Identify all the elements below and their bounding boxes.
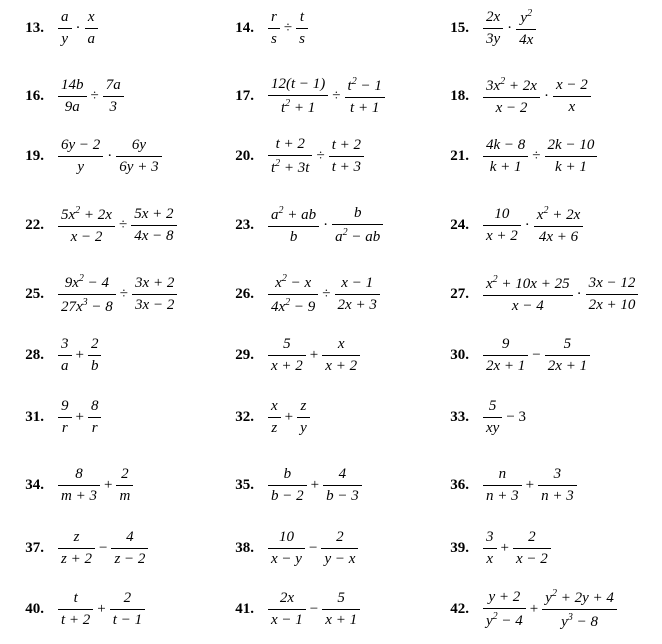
problem-number: 15. [450, 19, 469, 36]
denominator: z [271, 419, 278, 436]
numerator: 5 [563, 335, 572, 352]
numerator: t [299, 8, 305, 25]
fraction [268, 399, 281, 436]
denominator: $t^2 + 3t$ [271, 157, 310, 176]
problem-number: 20. [235, 147, 254, 164]
numerator: 10 [494, 205, 510, 222]
problem-number: 33. [450, 408, 469, 425]
numerator: 4 [338, 465, 347, 482]
operator: + [525, 476, 535, 493]
denominator: s [299, 30, 305, 47]
numerator: x [271, 397, 278, 414]
numerator: 2 [336, 528, 344, 545]
denominator: 4x + 6 [538, 228, 579, 245]
fraction [483, 138, 528, 175]
denominator: 3 [109, 98, 117, 115]
numerator: 12(t − 1) [271, 75, 326, 92]
numerator: 5 [337, 589, 345, 606]
fraction [586, 276, 639, 313]
fraction [58, 467, 100, 504]
fraction [116, 467, 133, 504]
problem-number: 27. [450, 285, 469, 302]
expression [56, 78, 126, 115]
fraction [268, 591, 306, 628]
problem-number: 41. [235, 600, 254, 617]
fraction [58, 337, 72, 374]
problem-number: 37. [25, 539, 44, 556]
denominator: $4x^2 - 9$ [271, 296, 316, 315]
expression [481, 206, 585, 245]
denominator: y [61, 30, 69, 47]
fraction [297, 399, 310, 436]
expression [481, 77, 593, 116]
denominator: $y^2 - 4$ [486, 610, 523, 629]
numerator: 3 [486, 528, 494, 545]
problem-number: 42. [450, 600, 469, 617]
numerator: 3 [553, 465, 562, 482]
numerator: y + 2 [488, 588, 521, 605]
problem-15 [425, 9, 538, 47]
fraction [58, 399, 72, 436]
denominator: x + 1 [325, 611, 358, 628]
fraction [483, 77, 540, 116]
problem-38 [210, 529, 360, 567]
numerator: b [283, 465, 292, 482]
expression [56, 206, 179, 245]
numerator: 4 [126, 528, 134, 545]
denominator: xy [486, 419, 500, 436]
problem-number: 25. [25, 285, 44, 302]
denominator: t + 2 [61, 611, 91, 628]
problem-26 [210, 272, 382, 315]
denominator: x + 2 [486, 227, 518, 244]
problem-32 [210, 398, 312, 436]
fraction [553, 78, 591, 115]
operator: + [310, 476, 320, 493]
fraction [483, 399, 502, 436]
operator: ÷ [322, 285, 331, 302]
denominator: x − 2 [70, 228, 103, 245]
fraction [58, 138, 103, 175]
numerator: x [337, 335, 345, 352]
denominator: x − 4 [511, 297, 544, 314]
fraction [296, 10, 308, 47]
problem-31 [0, 398, 103, 436]
expression [266, 77, 387, 116]
operator: − 3 [506, 408, 527, 425]
numerator: 7a [105, 76, 121, 93]
problem-24 [425, 206, 585, 244]
operator: · [323, 216, 329, 233]
denominator: y [300, 419, 307, 436]
denominator: 2x + 1 [547, 357, 588, 374]
operator: · [543, 87, 549, 104]
operator: ÷ [119, 285, 129, 302]
numerator: 3x − 12 [588, 274, 636, 291]
expression [56, 591, 147, 628]
fraction [88, 337, 102, 374]
expression [56, 399, 103, 436]
denominator: n + 3 [541, 487, 574, 504]
fraction [58, 274, 116, 315]
fraction [321, 530, 358, 567]
denominator: 9a [64, 98, 80, 115]
operator: − [308, 539, 318, 556]
fraction [268, 337, 306, 374]
operator: − [309, 600, 319, 617]
fraction [545, 337, 590, 374]
denominator: x + 2 [271, 357, 303, 374]
problem-28 [0, 336, 103, 374]
numerator: 9 [501, 335, 510, 352]
denominator: b [90, 357, 99, 374]
problem-16 [0, 77, 126, 115]
numerator: $a^2$ + ab [271, 204, 317, 223]
problem-number: 40. [25, 600, 44, 617]
denominator: t + 3 [331, 158, 361, 175]
numerator: x − 1 [341, 274, 374, 291]
expression [56, 530, 150, 567]
denominator: k + 1 [555, 158, 587, 175]
fraction [58, 10, 72, 47]
problem-number: 34. [25, 476, 44, 493]
fraction [513, 530, 551, 567]
denominator: 4x [519, 31, 534, 48]
denominator: t + 1 [350, 99, 380, 116]
problem-19 [0, 137, 164, 175]
problem-number: 31. [25, 408, 44, 425]
operator: ÷ [118, 216, 128, 233]
fraction [335, 276, 380, 313]
fraction [131, 207, 176, 244]
fraction [483, 275, 573, 314]
denominator: 2x + 1 [486, 357, 526, 374]
problem-number: 23. [235, 216, 254, 233]
expression [266, 206, 385, 245]
problem-22 [0, 206, 179, 244]
problem-36 [425, 466, 579, 504]
denominator: 6y + 3 [119, 158, 159, 175]
fraction [483, 467, 522, 504]
fraction [268, 137, 312, 176]
numerator: 5 [283, 335, 291, 352]
numerator: 2 [528, 528, 536, 545]
expression [481, 337, 592, 374]
expression [481, 138, 599, 175]
denominator: $y^3 - 8$ [561, 611, 598, 630]
operator: ÷ [316, 147, 325, 164]
fraction [483, 207, 521, 244]
fraction [268, 77, 328, 116]
numerator: 8 [75, 465, 83, 482]
fraction [268, 10, 280, 47]
expression [481, 9, 538, 48]
denominator: x [486, 550, 494, 567]
denominator: b − 2 [271, 487, 304, 504]
problem-17 [210, 77, 387, 115]
fraction [85, 10, 99, 47]
denominator: m [119, 487, 131, 504]
fraction [483, 10, 503, 47]
fraction [534, 206, 583, 245]
fraction [268, 206, 319, 245]
denominator: 2x + 10 [588, 296, 636, 313]
operator: + [500, 539, 509, 556]
denominator: x [568, 98, 576, 115]
problem-42 [425, 587, 619, 630]
fraction [322, 337, 360, 374]
operator: + [97, 600, 106, 617]
numerator: $x^2 + 10x + 25$ [486, 273, 570, 292]
problem-number: 13. [25, 19, 44, 36]
denominator: k + 1 [489, 158, 522, 175]
fraction [329, 138, 364, 175]
problem-20 [210, 137, 366, 175]
problem-number: 17. [235, 87, 254, 104]
problem-40 [0, 590, 147, 628]
fraction [58, 591, 93, 628]
problem-number: 35. [235, 476, 254, 493]
fraction [545, 138, 598, 175]
operator: ÷ [90, 87, 99, 104]
fraction [111, 530, 148, 567]
operator: + [284, 408, 294, 425]
fraction [103, 78, 124, 115]
expression [56, 467, 135, 504]
fraction [268, 530, 305, 567]
fraction [110, 591, 145, 628]
numerator: t + 2 [275, 135, 305, 152]
problem-number: 21. [450, 147, 469, 164]
numerator: z [300, 397, 307, 414]
denominator: n + 3 [486, 487, 519, 504]
problem-13 [0, 9, 100, 47]
problem-39 [425, 529, 553, 567]
denominator: x − 2 [495, 99, 528, 116]
fraction [483, 590, 526, 629]
denominator: x − 2 [515, 550, 548, 567]
problem-34 [0, 466, 135, 504]
fraction [483, 337, 528, 374]
problem-35 [210, 466, 364, 504]
numerator: x − 2 [555, 76, 588, 93]
numerator: t [73, 589, 78, 606]
problem-number: 28. [25, 346, 44, 363]
denominator: z − 2 [114, 550, 146, 567]
expression [56, 138, 164, 175]
numerator: x [87, 8, 95, 25]
fraction [322, 591, 360, 628]
problem-number: 36. [450, 476, 469, 493]
fraction [88, 399, 102, 436]
denominator: m + 3 [61, 487, 97, 504]
expression [56, 337, 103, 374]
fraction [58, 206, 115, 245]
denominator: 3y [486, 30, 501, 47]
problem-number: 24. [450, 216, 469, 233]
denominator: a [87, 30, 95, 47]
fraction [332, 206, 383, 245]
denominator: 3x − 2 [135, 296, 175, 313]
expression [266, 137, 366, 176]
denominator: s [271, 30, 277, 47]
numerator: 3 [61, 335, 69, 352]
problem-25 [0, 272, 179, 315]
problem-14 [210, 9, 310, 47]
numerator: $t^2 - 1$ [347, 75, 382, 94]
numerator: 2k − 10 [547, 136, 595, 153]
denominator: x − y [271, 550, 302, 567]
denominator: $27x^3 - 8$ [61, 296, 113, 315]
problem-number: 16. [25, 87, 44, 104]
numerator: $5x^2 + 2x$ [61, 204, 112, 223]
denominator: 4x − 8 [134, 227, 174, 244]
numerator: 2x [486, 8, 501, 25]
operator: ÷ [532, 147, 541, 164]
fraction [538, 467, 577, 504]
expression [266, 399, 312, 436]
denominator: x − 1 [271, 611, 303, 628]
numerator: $x^2 + 2x$ [536, 204, 581, 223]
problem-number: 29. [235, 346, 254, 363]
numerator: 6y − 2 [61, 136, 101, 153]
numerator: $3x^2 + 2x$ [486, 75, 537, 94]
denominator: r [91, 419, 98, 436]
fraction [483, 530, 497, 567]
numerator: 9 [61, 397, 69, 414]
expression [481, 467, 579, 504]
fraction [268, 274, 318, 315]
expression [266, 591, 362, 628]
problem-number: 38. [235, 539, 254, 556]
denominator: b − 3 [326, 487, 359, 504]
numerator: 6y [131, 136, 147, 153]
expression [266, 467, 364, 504]
numerator: 3x + 2 [135, 274, 175, 291]
expression [56, 274, 179, 315]
denominator: y − x [324, 550, 356, 567]
operator: + [103, 476, 113, 493]
expression [481, 530, 553, 567]
problem-number: 14. [235, 19, 254, 36]
problem-number: 18. [450, 87, 469, 104]
denominator: $a^2$ − ab [335, 226, 381, 245]
operator: ÷ [283, 19, 293, 36]
fraction [58, 530, 95, 567]
fraction [268, 467, 307, 504]
problem-30 [425, 336, 592, 374]
operator: · [75, 19, 81, 36]
operator: + [75, 346, 84, 363]
numerator: 5x + 2 [134, 205, 174, 222]
problem-37 [0, 529, 150, 567]
expression [266, 337, 362, 374]
problem-number: 39. [450, 539, 469, 556]
expression [266, 530, 360, 567]
denominator: x + 2 [325, 357, 358, 374]
numerator: $x^2 - x$ [275, 272, 312, 291]
problem-number: 30. [450, 346, 469, 363]
denominator: t − 1 [112, 611, 143, 628]
numerator: 10 [278, 528, 294, 545]
denominator: a [61, 357, 69, 374]
numerator: 2 [90, 335, 99, 352]
operator: · [524, 216, 530, 233]
numerator: $9x^2 - 4$ [64, 272, 110, 291]
numerator: $y^2 + 2y + 4$ [545, 587, 614, 606]
operator: + [75, 408, 84, 425]
problem-number: 26. [235, 285, 254, 302]
problem-33 [425, 398, 528, 436]
fraction [323, 467, 362, 504]
numerator: 2 [121, 465, 129, 482]
operator: − [532, 346, 541, 363]
denominator: r [61, 419, 68, 436]
expression [266, 10, 310, 47]
problem-27 [425, 275, 640, 313]
operator: · [507, 19, 513, 36]
numerator: b [353, 204, 362, 221]
problem-number: 19. [25, 147, 44, 164]
fraction [116, 138, 161, 175]
problem-21 [425, 137, 599, 175]
denominator: z + 2 [61, 550, 92, 567]
denominator: 2x + 3 [337, 296, 377, 313]
numerator: n [498, 465, 507, 482]
numerator: 14b [61, 76, 84, 93]
problem-number: 32. [235, 408, 254, 425]
numerator: 8 [90, 397, 99, 414]
problem-41 [210, 590, 362, 628]
operator: + [309, 346, 319, 363]
numerator: $y^2$ [520, 7, 533, 26]
numerator: 2 [123, 589, 132, 606]
operator: · [107, 147, 113, 164]
numerator: 5 [488, 397, 497, 414]
fraction [132, 276, 177, 313]
denominator: b [289, 228, 298, 245]
operator: − [98, 539, 108, 556]
numerator: z [73, 528, 80, 545]
operator: · [576, 285, 582, 302]
fraction [542, 589, 617, 630]
problem-number: 22. [25, 216, 44, 233]
denominator: y [77, 158, 84, 175]
expression [266, 274, 382, 315]
fraction [345, 77, 385, 116]
problem-23 [210, 206, 385, 244]
denominator: $t^2 + 1$ [281, 97, 316, 116]
expression [56, 10, 100, 47]
numerator: t + 2 [331, 136, 361, 153]
expression [481, 589, 619, 630]
operator: ÷ [332, 87, 341, 104]
numerator: r [271, 8, 277, 25]
problem-29 [210, 336, 362, 374]
fraction [516, 9, 536, 48]
numerator: 2x [279, 589, 294, 606]
problem-18 [425, 77, 593, 115]
numerator: 4k − 8 [486, 136, 526, 153]
operator: + [529, 600, 539, 617]
expression [481, 275, 640, 314]
expression [481, 399, 528, 436]
numerator: a [61, 8, 69, 25]
fraction [58, 78, 87, 115]
